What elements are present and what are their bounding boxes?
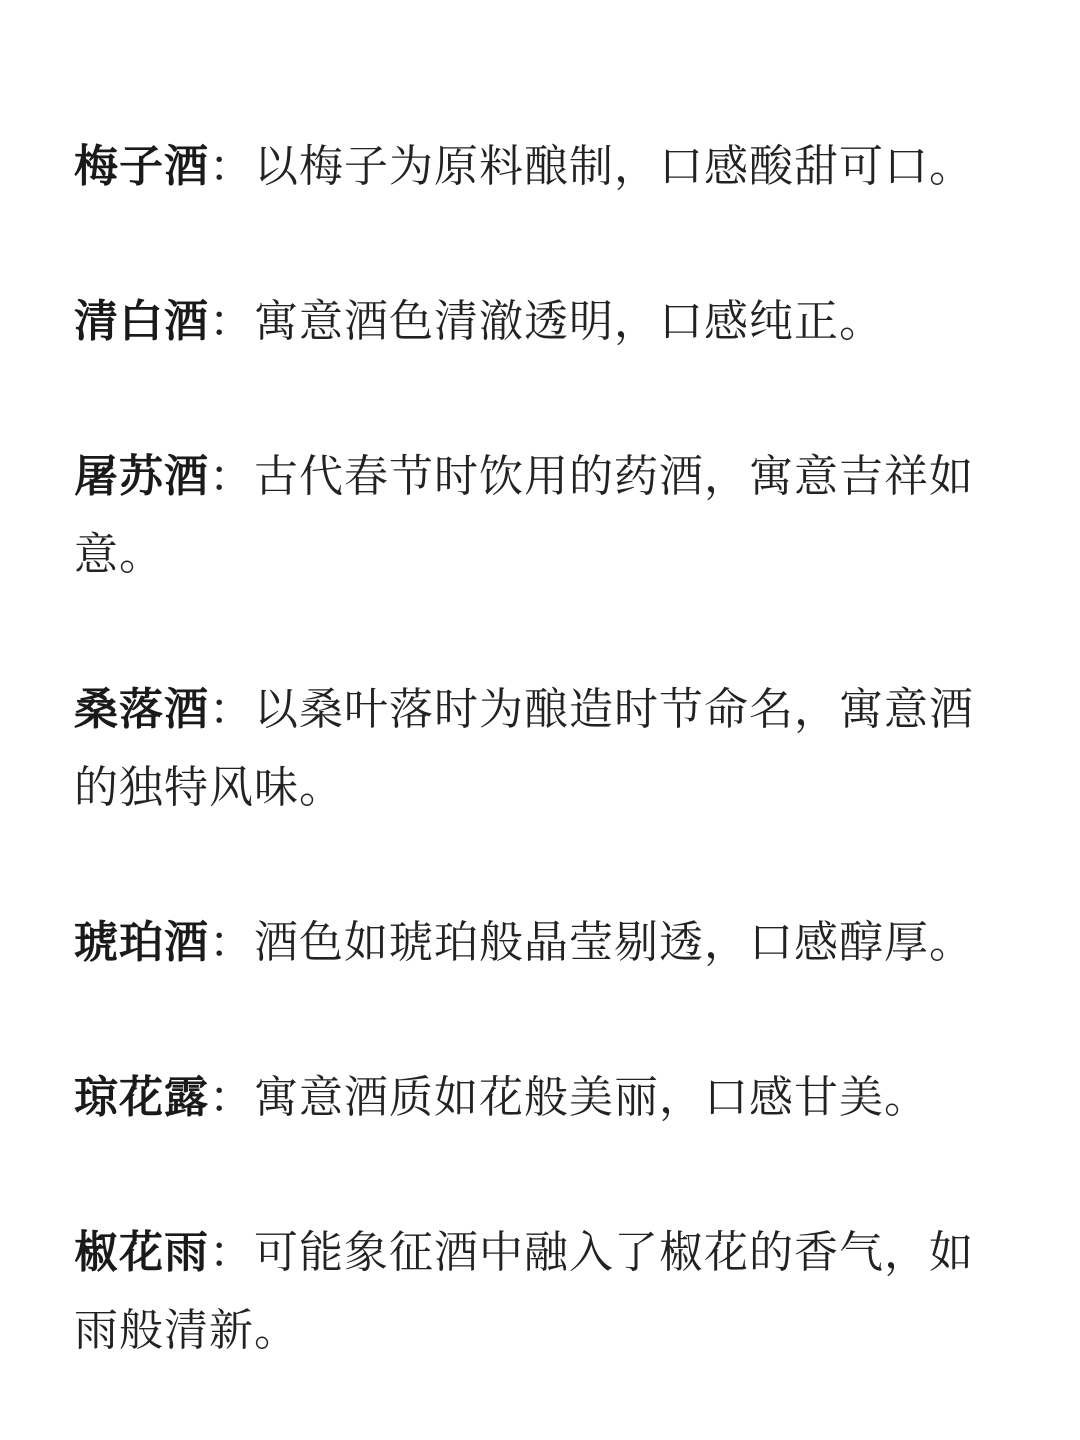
entry-description: 可能象征酒中融入了椒花的香气，如雨般清新。 [74, 1227, 974, 1356]
entry-qingbaijiu [74, 283, 1014, 361]
entry-description: 以梅子为原料酿制，口感酸甜可口。 [254, 141, 974, 192]
wine-name-list [74, 128, 1014, 1370]
entry-separator: ： [209, 141, 254, 192]
entry-meizijiu [74, 128, 1014, 206]
entry-description: 寓意酒质如花般美丽，口感甘美。 [254, 1072, 929, 1123]
entry-jiaohuayu [74, 1214, 1014, 1370]
entry-separator: ： [209, 917, 254, 968]
entry-term: 桑落酒 [74, 684, 209, 735]
entry-term: 琼花露 [74, 1072, 209, 1123]
entry-term: 梅子酒 [74, 141, 209, 192]
entry-term: 椒花雨 [74, 1227, 209, 1278]
entry-description: 酒色如琥珀般晶莹剔透，口感醇厚。 [254, 917, 974, 968]
entry-term: 屠苏酒 [74, 451, 209, 502]
entry-term: 琥珀酒 [74, 917, 209, 968]
entry-separator: ： [209, 1072, 254, 1123]
entry-hupojiu [74, 904, 1014, 982]
entry-separator: ： [209, 451, 254, 502]
entry-description: 古代春节时饮用的药酒，寓意吉祥如意。 [74, 451, 974, 580]
entry-qionghualu [74, 1059, 1014, 1137]
entry-separator: ： [209, 296, 254, 347]
entry-sangluojiu [74, 671, 1014, 827]
entry-separator: ： [209, 1227, 254, 1278]
entry-description: 寓意酒色清澈透明，口感纯正。 [254, 296, 884, 347]
entry-term: 清白酒 [74, 296, 209, 347]
entry-tusujiu [74, 438, 1014, 594]
entry-separator: ： [209, 684, 254, 735]
entry-description: 以桑叶落时为酿造时节命名，寓意酒的独特风味。 [74, 684, 974, 813]
